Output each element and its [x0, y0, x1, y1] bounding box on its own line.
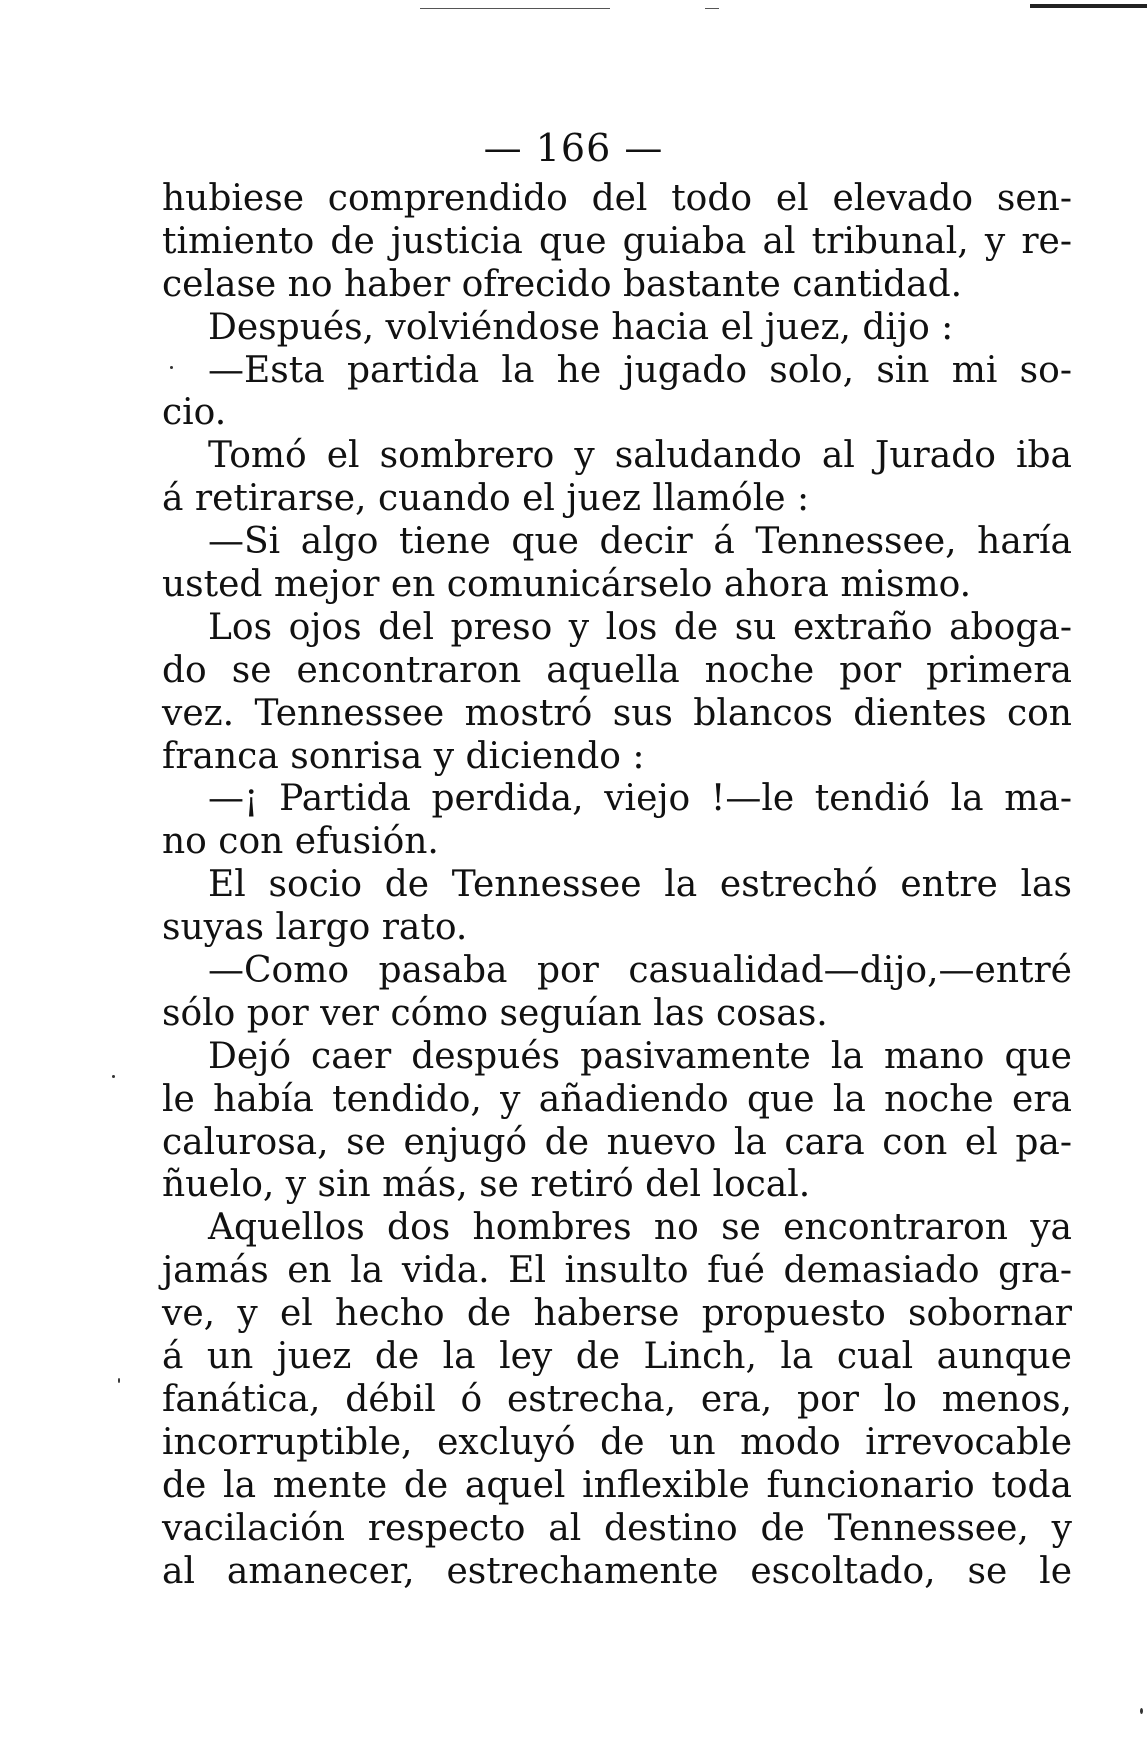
text-line: —Si algo tiene que decir á Tennessee, haría: [208, 521, 1072, 563]
scan-edge-mark: [1030, 4, 1147, 8]
text-line: hubiese comprendido del todo el elevado sen-: [162, 178, 1072, 219]
text-line: jamás en la vida. El insulto fué demasiado gra-: [162, 1250, 1072, 1292]
text-line: al amanecer, estrechamente escoltado, se le: [162, 1550, 1072, 1592]
text-line: do se encontraron aquella noche por primera: [162, 649, 1072, 691]
text-line: Tomó el sombrero y saludando al Jurado iba: [208, 435, 1072, 477]
scan-speck: [1140, 1708, 1143, 1714]
text-line: vacilación respecto al destino de Tennessee, y: [162, 1507, 1072, 1549]
text-line: usted mejor en comunicárselo ahora mismo.: [162, 564, 972, 606]
page-number: — 166 —: [483, 126, 664, 170]
text-line: ñuelo, y sin más, se retiró del local.: [162, 1164, 811, 1206]
text-line: fanática, débil ó estrecha, era, por lo menos,: [162, 1378, 1072, 1420]
text-line: Los ojos del preso y los de su extraño aboga-: [208, 606, 1072, 648]
scan-speck: [170, 366, 173, 369]
scan-speck: [112, 1075, 115, 1078]
text-line: cio.: [162, 392, 227, 434]
text-line: —¡ Partida perdida, viejo !—le tendió la ma-: [208, 778, 1072, 820]
text-line: Después, volviéndose hacia el juez, dijo :: [208, 306, 954, 348]
body-text: [162, 178, 1072, 1593]
text-line: calurosa, se enjugó de nuevo la cara con el pa-: [162, 1121, 1072, 1163]
text-line: franca sonrisa y diciendo :: [162, 735, 645, 777]
text-line: timiento de justicia que guiaba al tribunal, y re-: [162, 220, 1072, 262]
text-line: Dejó caer después pasivamente la mano que: [208, 1035, 1072, 1077]
scan-edge-mark: [705, 8, 719, 9]
text-line: Aquellos dos hombres no se encontraron ya: [208, 1207, 1072, 1249]
text-line: incorruptible, excluyó de un modo irrevocable: [162, 1421, 1072, 1463]
text-line: no con efusión.: [162, 821, 439, 863]
text-line: ve, y el hecho de haberse propuesto sobornar: [162, 1293, 1072, 1335]
text-line: á retirarse, cuando el juez llamóle :: [162, 478, 810, 520]
scan-speck: [118, 1378, 120, 1383]
text-line: —Como pasaba por casualidad—dijo,—entré: [208, 950, 1072, 992]
text-line: —Esta partida la he jugado solo, sin mi so-: [208, 349, 1072, 391]
scan-edge-mark: [420, 8, 610, 9]
text-line: celase no haber ofrecido bastante cantidad.: [162, 263, 963, 305]
text-line: le había tendido, y añadiendo que la noche era: [162, 1078, 1072, 1120]
text-line: suyas largo rato.: [162, 907, 468, 949]
text-line: de la mente de aquel inflexible funcionario toda: [162, 1464, 1072, 1506]
text-line: El socio de Tennessee la estrechó entre las: [208, 864, 1072, 906]
text-line: vez. Tennessee mostró sus blancos dientes con: [162, 692, 1072, 734]
text-line: á un juez de la ley de Linch, la cual aunque: [162, 1336, 1072, 1378]
text-line: sólo por ver cómo seguían las cosas.: [162, 992, 828, 1034]
